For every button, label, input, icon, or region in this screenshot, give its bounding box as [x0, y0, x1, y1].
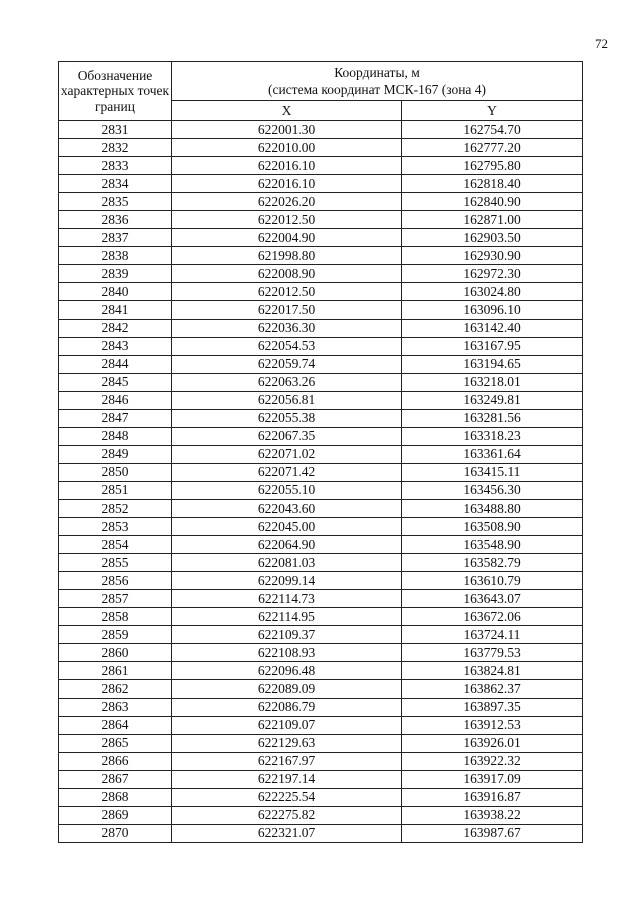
- y-coordinate-cell: 163912.53: [402, 716, 583, 734]
- table-row: [59, 806, 583, 824]
- table-row: [59, 590, 583, 608]
- point-id-cell: 2863: [59, 698, 172, 716]
- table-header: [59, 62, 583, 121]
- x-coordinate-cell: 622081.03: [172, 554, 402, 572]
- y-coordinate-cell: 162818.40: [402, 175, 583, 193]
- y-coordinate-cell: 163779.53: [402, 644, 583, 662]
- point-id-cell: 2834: [59, 175, 172, 193]
- y-coordinate-cell: 163194.65: [402, 355, 583, 373]
- x-coordinate-cell: 622010.00: [172, 139, 402, 157]
- point-id-cell: 2859: [59, 626, 172, 644]
- y-coordinate-cell: 163917.09: [402, 770, 583, 788]
- y-column-header: Y: [402, 101, 583, 121]
- point-id-cell: 2832: [59, 139, 172, 157]
- x-coordinate-cell: 622114.73: [172, 590, 402, 608]
- table-row: [59, 770, 583, 788]
- table-body: [59, 121, 583, 843]
- table-row: [59, 536, 583, 554]
- x-coordinate-cell: 622054.53: [172, 337, 402, 355]
- x-coordinate-cell: 622167.97: [172, 752, 402, 770]
- table-row: [59, 824, 583, 842]
- table-row: [59, 301, 583, 319]
- table-row: [59, 337, 583, 355]
- point-id-cell: 2868: [59, 788, 172, 806]
- point-id-cell: 2839: [59, 265, 172, 283]
- table-row: [59, 463, 583, 481]
- x-coordinate-cell: 622109.37: [172, 626, 402, 644]
- coordinates-header-line1: Координаты, м: [334, 64, 420, 80]
- x-coordinate-cell: 622071.42: [172, 463, 402, 481]
- x-coordinate-cell: 622012.50: [172, 211, 402, 229]
- x-coordinate-cell: 622055.38: [172, 409, 402, 427]
- x-coordinate-cell: 622099.14: [172, 572, 402, 590]
- point-id-cell: 2846: [59, 391, 172, 409]
- point-id-cell: 2837: [59, 229, 172, 247]
- point-id-cell: 2856: [59, 572, 172, 590]
- x-coordinate-cell: 622045.00: [172, 518, 402, 536]
- table-row: [59, 481, 583, 499]
- table-row: [59, 554, 583, 572]
- y-coordinate-cell: 162972.30: [402, 265, 583, 283]
- x-coordinate-cell: 622063.26: [172, 373, 402, 391]
- point-id-cell: 2861: [59, 662, 172, 680]
- table-row: [59, 427, 583, 445]
- point-id-cell: 2836: [59, 211, 172, 229]
- y-coordinate-cell: 163218.01: [402, 373, 583, 391]
- point-id-cell: 2867: [59, 770, 172, 788]
- y-coordinate-cell: 163142.40: [402, 319, 583, 337]
- x-coordinate-cell: 622056.81: [172, 391, 402, 409]
- x-coordinate-cell: 622096.48: [172, 662, 402, 680]
- table-row: [59, 716, 583, 734]
- table-row: [59, 157, 583, 175]
- table-row: [59, 229, 583, 247]
- point-id-cell: 2847: [59, 409, 172, 427]
- point-id-cell: 2849: [59, 445, 172, 463]
- coordinates-header: [172, 62, 583, 101]
- y-coordinate-cell: 163361.64: [402, 445, 583, 463]
- point-id-cell: 2857: [59, 590, 172, 608]
- y-coordinate-cell: 163938.22: [402, 806, 583, 824]
- point-id-cell: 2843: [59, 337, 172, 355]
- point-id-cell: 2835: [59, 193, 172, 211]
- table-row: [59, 283, 583, 301]
- table-row: [59, 193, 583, 211]
- point-id-cell: 2860: [59, 644, 172, 662]
- point-label-header: Обозначение характерных точек границ: [59, 62, 172, 121]
- y-coordinate-cell: 163456.30: [402, 481, 583, 499]
- point-id-cell: 2844: [59, 355, 172, 373]
- y-coordinate-cell: 163488.80: [402, 499, 583, 517]
- table-row: [59, 373, 583, 391]
- table-row: [59, 175, 583, 193]
- table-row: [59, 139, 583, 157]
- y-coordinate-cell: 162930.90: [402, 247, 583, 265]
- table-row: [59, 626, 583, 644]
- y-coordinate-cell: 163249.81: [402, 391, 583, 409]
- x-coordinate-cell: 622089.09: [172, 680, 402, 698]
- y-coordinate-cell: 163167.95: [402, 337, 583, 355]
- y-coordinate-cell: 163897.35: [402, 698, 583, 716]
- x-coordinate-cell: 622001.30: [172, 121, 402, 139]
- page-number: 72: [595, 36, 608, 51]
- y-coordinate-cell: 162840.90: [402, 193, 583, 211]
- y-coordinate-cell: 163582.79: [402, 554, 583, 572]
- y-coordinate-cell: 163862.37: [402, 680, 583, 698]
- x-coordinate-cell: 622055.10: [172, 481, 402, 499]
- coordinates-table: [58, 61, 583, 843]
- x-coordinate-cell: 622197.14: [172, 770, 402, 788]
- point-id-cell: 2854: [59, 536, 172, 554]
- table-row: [59, 518, 583, 536]
- x-column-header: X: [172, 101, 402, 121]
- y-coordinate-cell: 163672.06: [402, 608, 583, 626]
- x-coordinate-cell: 622086.79: [172, 698, 402, 716]
- coordinates-header-line2: (система координат МСК-167 (зона 4): [267, 82, 487, 97]
- x-coordinate-cell: 622016.10: [172, 157, 402, 175]
- y-coordinate-cell: 163610.79: [402, 572, 583, 590]
- point-id-cell: 2862: [59, 680, 172, 698]
- table-row: [59, 608, 583, 626]
- y-coordinate-cell: 163318.23: [402, 427, 583, 445]
- x-coordinate-cell: 622225.54: [172, 788, 402, 806]
- x-coordinate-cell: 622036.30: [172, 319, 402, 337]
- table-row: [59, 391, 583, 409]
- table-row: [59, 355, 583, 373]
- x-coordinate-cell: 622114.95: [172, 608, 402, 626]
- y-coordinate-cell: 162903.50: [402, 229, 583, 247]
- x-coordinate-cell: 622275.82: [172, 806, 402, 824]
- point-id-cell: 2851: [59, 481, 172, 499]
- point-id-cell: 2842: [59, 319, 172, 337]
- x-coordinate-cell: 622064.90: [172, 536, 402, 554]
- y-coordinate-cell: 163024.80: [402, 283, 583, 301]
- table-row: [59, 319, 583, 337]
- table-row: [59, 734, 583, 752]
- x-coordinate-cell: 622016.10: [172, 175, 402, 193]
- point-id-cell: 2852: [59, 499, 172, 517]
- table-row: [59, 265, 583, 283]
- point-id-cell: 2833: [59, 157, 172, 175]
- table-row: [59, 680, 583, 698]
- y-coordinate-cell: 163824.81: [402, 662, 583, 680]
- point-id-cell: 2831: [59, 121, 172, 139]
- y-coordinate-cell: 163415.11: [402, 463, 583, 481]
- x-coordinate-cell: 622109.07: [172, 716, 402, 734]
- x-coordinate-cell: 622043.60: [172, 499, 402, 517]
- table-row: [59, 662, 583, 680]
- point-id-cell: 2866: [59, 752, 172, 770]
- point-id-cell: 2850: [59, 463, 172, 481]
- y-coordinate-cell: 163987.67: [402, 824, 583, 842]
- point-id-cell: 2870: [59, 824, 172, 842]
- table-row: [59, 211, 583, 229]
- point-id-cell: 2840: [59, 283, 172, 301]
- y-coordinate-cell: 163281.56: [402, 409, 583, 427]
- x-coordinate-cell: 622129.63: [172, 734, 402, 752]
- y-coordinate-cell: 162754.70: [402, 121, 583, 139]
- y-coordinate-cell: 163922.32: [402, 752, 583, 770]
- table-row: [59, 445, 583, 463]
- point-id-cell: 2853: [59, 518, 172, 536]
- table-row: [59, 698, 583, 716]
- point-id-cell: 2838: [59, 247, 172, 265]
- x-coordinate-cell: 622321.07: [172, 824, 402, 842]
- table-row: [59, 247, 583, 265]
- point-id-cell: 2848: [59, 427, 172, 445]
- point-id-cell: 2869: [59, 806, 172, 824]
- table-row: [59, 409, 583, 427]
- point-id-cell: 2841: [59, 301, 172, 319]
- y-coordinate-cell: 162777.20: [402, 139, 583, 157]
- point-id-cell: 2855: [59, 554, 172, 572]
- x-coordinate-cell: 622026.20: [172, 193, 402, 211]
- table-row: [59, 644, 583, 662]
- y-coordinate-cell: 162795.80: [402, 157, 583, 175]
- point-id-cell: 2845: [59, 373, 172, 391]
- x-coordinate-cell: 622108.93: [172, 644, 402, 662]
- x-coordinate-cell: 622012.50: [172, 283, 402, 301]
- x-coordinate-cell: 622067.35: [172, 427, 402, 445]
- y-coordinate-cell: 163548.90: [402, 536, 583, 554]
- x-coordinate-cell: 622017.50: [172, 301, 402, 319]
- x-coordinate-cell: 622059.74: [172, 355, 402, 373]
- y-coordinate-cell: 162871.00: [402, 211, 583, 229]
- table-row: [59, 752, 583, 770]
- table-row: [59, 572, 583, 590]
- x-coordinate-cell: 622071.02: [172, 445, 402, 463]
- x-coordinate-cell: 621998.80: [172, 247, 402, 265]
- point-id-cell: 2865: [59, 734, 172, 752]
- y-coordinate-cell: 163643.07: [402, 590, 583, 608]
- y-coordinate-cell: 163724.11: [402, 626, 583, 644]
- y-coordinate-cell: 163096.10: [402, 301, 583, 319]
- point-id-cell: 2864: [59, 716, 172, 734]
- x-coordinate-cell: 622004.90: [172, 229, 402, 247]
- x-coordinate-cell: 622008.90: [172, 265, 402, 283]
- y-coordinate-cell: 163508.90: [402, 518, 583, 536]
- y-coordinate-cell: 163916.87: [402, 788, 583, 806]
- point-id-cell: 2858: [59, 608, 172, 626]
- table-row: [59, 788, 583, 806]
- table-row: [59, 121, 583, 139]
- table-row: [59, 499, 583, 517]
- y-coordinate-cell: 163926.01: [402, 734, 583, 752]
